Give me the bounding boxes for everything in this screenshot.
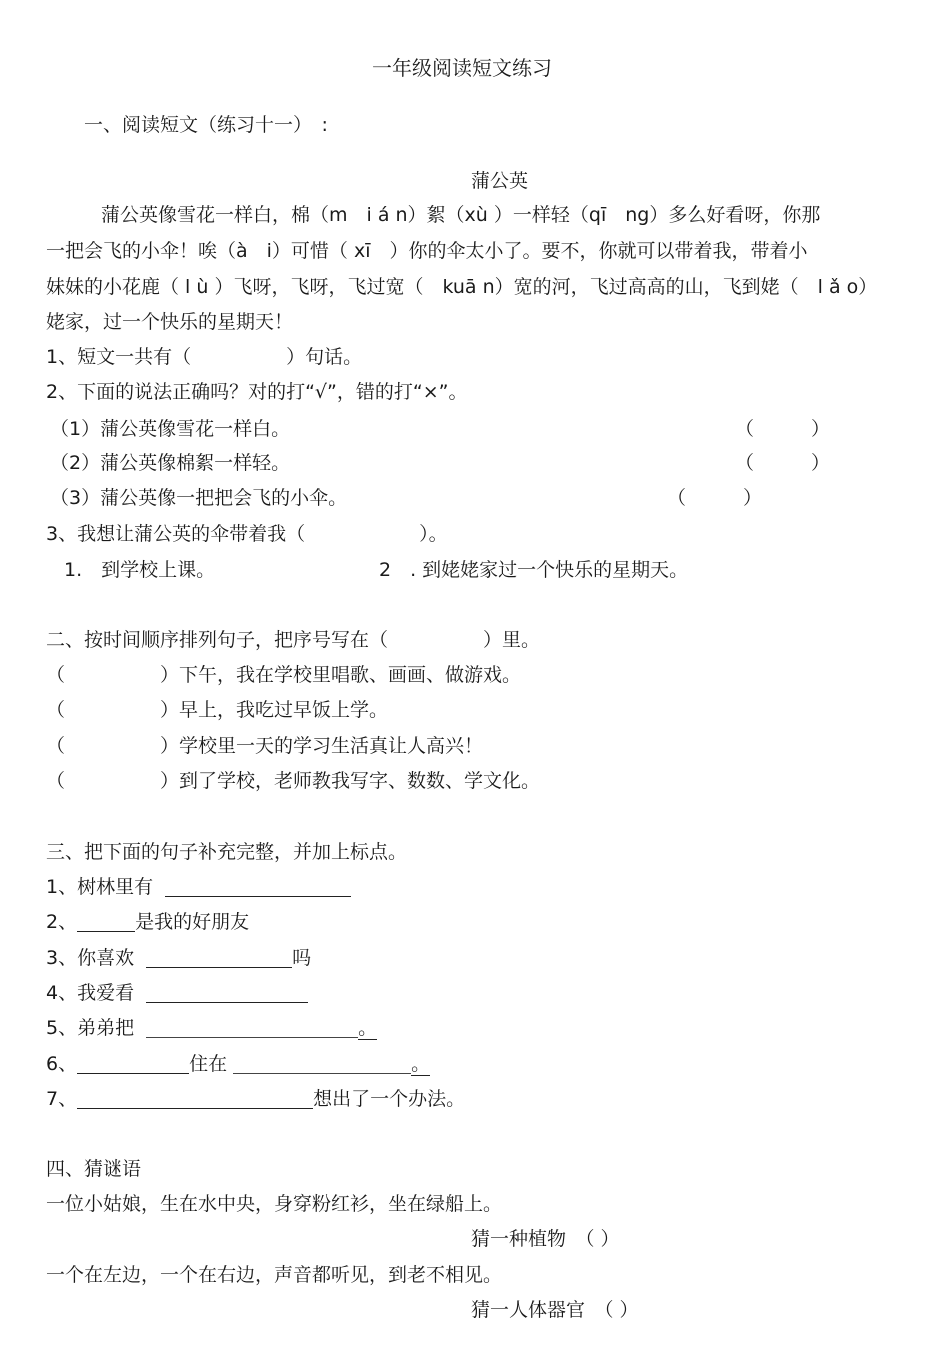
judgement-answer-box[interactable]: （ ） (667, 487, 763, 509)
ordering-item: （ ）学校里一天的学习生活真让人高兴！ (46, 735, 484, 757)
fill-blank[interactable] (146, 949, 292, 968)
section-2-heading: 二、按时间顺序排列句子，把序号写在（ ）里。 (46, 629, 541, 651)
fill-prefix: 5、弟弟把 (46, 1017, 135, 1039)
fill-blank[interactable] (233, 1055, 411, 1074)
fill-line-2 (46, 913, 249, 932)
fill-prefix: 1、树林里有 (46, 876, 154, 898)
section-4-heading: 四、猜谜语 (46, 1158, 142, 1180)
fill-prefix: 2、 (46, 911, 78, 933)
judgement-item-3: （3）蒲公英像一把把会飞的小伞。 (50, 487, 348, 509)
judgement-item-2: （2）蒲公英像棉絮一样轻。 (50, 452, 291, 474)
fill-line-1 (46, 878, 351, 897)
question-2: 2、下面的说法正确吗？对的打“√”，错的打“×”。 (46, 381, 468, 403)
fill-prefix: 6、 (46, 1053, 78, 1075)
fill-prefix: 4、我爱看 (46, 982, 135, 1004)
judgement-answer-box[interactable]: （ ） (735, 452, 831, 474)
fill-mid: 住在 (189, 1053, 228, 1075)
riddle-1: 一位小姑娘，生在水中央，身穿粉红衫，坐在绿船上。 (46, 1193, 503, 1215)
question-3: 3、我想让蒲公英的伞带着我（ ）。 (46, 523, 448, 545)
ordering-item: （ ）早上，我吃过早饭上学。 (46, 699, 389, 721)
fill-prefix: 7、 (46, 1088, 78, 1110)
fill-suffix: 是我的好朋友 (135, 911, 250, 933)
ordering-item: （ ）到了学校，老师教我写字、数数、学文化。 (46, 770, 541, 792)
story-line-4: 姥家，过一个快乐的星期天！ (46, 311, 294, 333)
judgement-item-1: （1）蒲公英像雪花一样白。 (50, 418, 291, 440)
fill-blank[interactable] (146, 1019, 358, 1038)
question-1: 1、短文一共有（ ）句话。 (46, 346, 363, 368)
page-title: 一年级阅读短文练习 (372, 56, 552, 80)
fill-line-3 (46, 949, 311, 968)
fill-suffix: 。 (411, 1053, 431, 1075)
fill-suffix: 。 (358, 1017, 378, 1039)
fill-blank[interactable] (77, 1090, 313, 1109)
riddle-1-hint: 猜一种植物 （ ） (471, 1228, 620, 1250)
story-line-3: 妹妹的小花鹿（ l ù ）飞呀，飞呀，飞过宽（ kuā n）宽的河，飞过高高的山，飞到姥（ l ǎ o） (46, 276, 878, 298)
fill-suffix: 想出了一个办法。 (313, 1088, 466, 1110)
fill-blank[interactable] (146, 984, 308, 1003)
judgement-answer-box[interactable]: （ ） (735, 418, 831, 440)
fill-line-4 (46, 984, 308, 1003)
fill-blank[interactable] (77, 913, 135, 932)
section-1-heading: 一、阅读短文（练习十一） : (84, 114, 328, 136)
story-title: 蒲公英 (471, 170, 529, 192)
fill-line-5 (46, 1019, 377, 1038)
fill-blank[interactable] (165, 878, 351, 897)
section-3-heading: 三、把下面的句子补充完整，并加上标点。 (46, 841, 408, 863)
riddle-2-hint: 猜一人体器官 （ ） (471, 1299, 639, 1321)
fill-line-7 (46, 1090, 465, 1109)
question-3-option-1: 1. 到学校上课。 (64, 559, 216, 581)
story-line-2: 一把会飞的小伞！唉（à i）可惜（ xī ）你的伞太小了。要不，你就可以带着我，带着小 (46, 240, 808, 262)
fill-prefix: 3、你喜欢 (46, 947, 135, 969)
story-line-1: 蒲公英像雪花一样白，棉（m i á n）絮（xù ）一样轻（qī ng）多么好看呀，你那 (101, 204, 821, 226)
ordering-item: （ ）下午，我在学校里唱歌、画画、做游戏。 (46, 664, 522, 686)
riddle-2: 一个在左边，一个在右边，声音都听见，到老不相见。 (46, 1264, 503, 1286)
fill-line-6 (46, 1055, 430, 1074)
fill-suffix: 吗 (292, 947, 312, 969)
fill-blank[interactable] (77, 1055, 189, 1074)
question-3-option-2: 2 . 到姥姥家过一个快乐的星期天。 (379, 559, 689, 581)
